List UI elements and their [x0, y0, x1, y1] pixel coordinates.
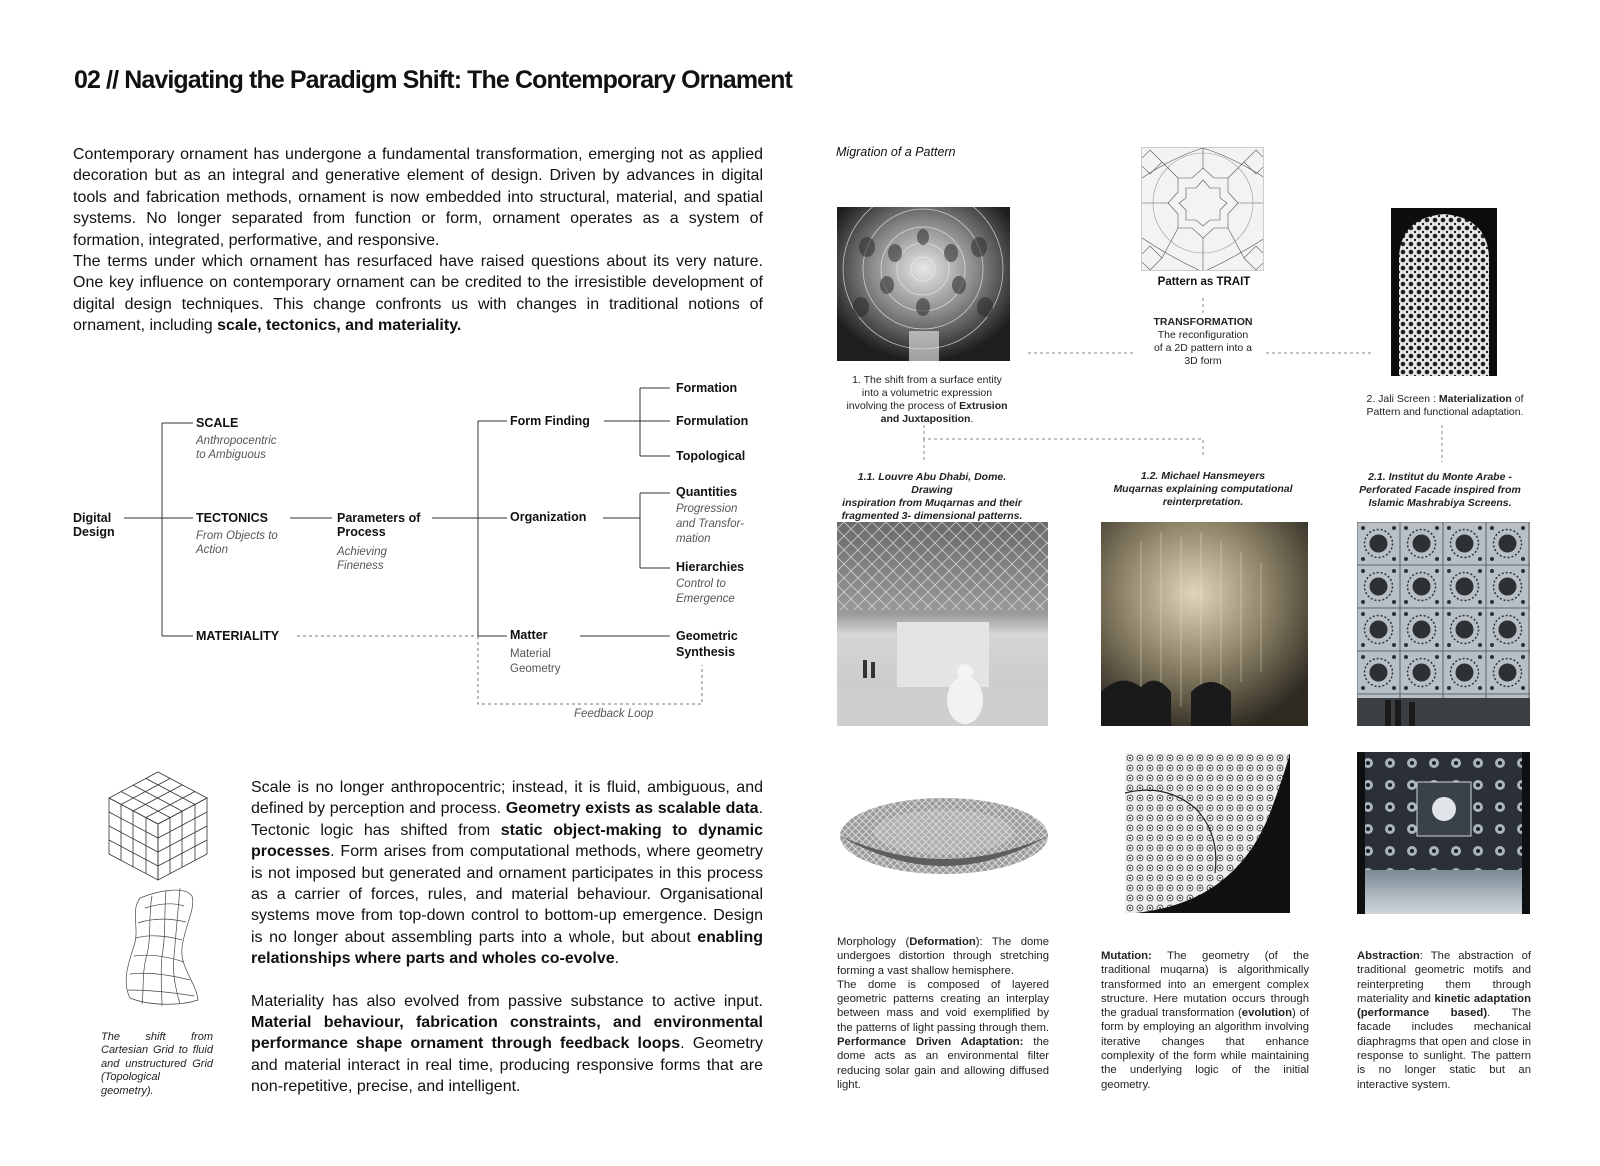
body-p1-f: enabling relationships where parts and wholes co-evolve	[251, 928, 763, 968]
transformation-line2: of a 2D pattern into a	[1153, 342, 1253, 354]
cap2-a: 2. Jali Screen :	[1366, 393, 1439, 405]
c11-line2: inspiration from Muqarnas and their	[842, 497, 1022, 509]
matter-label: Matter	[510, 628, 548, 642]
pattern-as-trait	[1144, 276, 1264, 288]
jali-screen-image	[1391, 208, 1497, 376]
hierarchies-label: Hierarchies	[676, 560, 745, 574]
transformation-line3: 3D form	[1184, 355, 1222, 367]
quantities-sub1: Progression	[676, 503, 738, 515]
c21-line3: Islamic Mashrabiya Screens.	[1368, 497, 1512, 509]
intro-p2-text: The terms under which ornament has resurfaced have raised questions about its very nature. One key influence on contemporary ornament can be credited to the irresistible development of digital design techniques. This change confronts us with changes in traditional notions of ornament, including	[73, 253, 763, 335]
quantities-sub2: and Transfor-	[676, 518, 744, 530]
page-title: 02 // Navigating the Paradigm Shift: The Contemporary Ornament	[74, 66, 792, 94]
cap1-bold1: Extrusion	[959, 400, 1008, 412]
tectonics-sub1: From Objects to	[196, 530, 278, 542]
trait-a: Pattern as	[1157, 276, 1217, 288]
caption-extrusion	[842, 374, 1012, 426]
abs-d: . The facade includes mechanical diaphragms that open and close in response to sunlight. The pattern is no longer static but an interactive system.	[1357, 1007, 1532, 1091]
body-p1-g: .	[614, 950, 620, 968]
c12-line3: reinterpretation.	[1162, 496, 1244, 508]
morph-d: The dome is composed of layered geometric patterns creating an interplay between mass and void exemplified by the patterns of light passing through them.	[837, 978, 1049, 1034]
c11-line3: fragmented 3- dimensional patterns.	[841, 510, 1023, 522]
mut-d: ) of form by employing an algorithm involving iterative changes that enhance complexity of the form while maintaining the underlying logic of the initial geometry.	[1101, 1007, 1309, 1091]
geometric-line1: Geometric	[676, 629, 738, 643]
parameters-sub1: Achieving	[337, 546, 387, 558]
scale-sub1: Anthropocentric	[196, 435, 277, 447]
morph-c: ): The dome undergoes distortion through stretching forming a vast shallow hemisphere.	[837, 936, 1050, 977]
diagram-organization: Organization	[510, 510, 587, 524]
diagram-matter	[510, 628, 561, 677]
quantities-sub3: mation	[676, 533, 711, 545]
cap2-c: of	[1511, 393, 1524, 405]
cap2-line2: Pattern and functional adaptation.	[1366, 406, 1524, 418]
caption-jali	[1352, 393, 1538, 419]
hierarchies-sub2: Emergence	[676, 593, 735, 605]
parameters-sub2: Fineness	[337, 560, 384, 572]
intro-paragraph-1: Contemporary ornament has undergone a fundamental transformation, emerging not as applied decoration but as an integral and generative element of design. Driven by advances in digital tools and fabrication methods, ornament is now embedded into structural, material, and spatial systems. No longer separated from function or form, ornament operates as a system of formation, integrated, performative, and responsive.	[73, 146, 763, 249]
grid-caption: The shift from Cartesian Grid to fluid and unstructured Grid (Topological geometry).	[101, 1031, 213, 1097]
abstraction-description	[1357, 949, 1531, 1092]
c11-line1: 1.1. Louvre Abu Dhabi, Dome. Drawing	[857, 471, 1007, 496]
mut-a: Mutation:	[1101, 950, 1152, 962]
matter-sub2: Geometry	[510, 663, 561, 675]
scale-label: SCALE	[196, 416, 239, 430]
cap1-line3: involving the process of	[846, 400, 960, 412]
cap1-line2: into a volumetric expression	[861, 387, 993, 399]
cartesian-grid-illustration	[100, 768, 220, 1018]
diagram-formation: Formation	[676, 381, 738, 395]
geometric-line2: Synthesis	[676, 645, 736, 659]
diagram-hierarchies	[676, 560, 744, 607]
geometric-pattern-drawing	[1141, 147, 1264, 271]
body-text	[251, 777, 763, 1098]
diagram-geometric-synthesis	[676, 628, 738, 660]
body-p2-b: Material behaviour, fabrication constraints, and environmental performance shape ornament through feedback loops	[251, 1014, 763, 1053]
caption-institut	[1345, 471, 1535, 510]
caption-louvre	[839, 471, 1025, 523]
abs-b: : The abstraction of traditional geometric motifs and reinterpreting them through materiality and	[1357, 950, 1531, 1005]
institut-interior-photo	[1357, 752, 1530, 914]
matter-sub1: Material	[510, 648, 551, 660]
tectonics-label: TECTONICS	[196, 511, 268, 525]
mutation-description	[1101, 949, 1309, 1092]
body-p1-c: . Tectonic logic has shifted from	[251, 800, 764, 839]
c12-line2: Muqarnas explaining computational	[1113, 483, 1293, 495]
body-paragraph-1	[251, 777, 763, 970]
diagram-form-finding: Form Finding	[510, 414, 590, 428]
hansmeyer-muqarnas-photo	[1101, 522, 1308, 726]
body-paragraph-2	[251, 991, 763, 1098]
abs-c: kinetic adaptation (performance based)	[1357, 992, 1531, 1020]
mut-c: evolution	[1241, 1007, 1292, 1020]
louvre-dome-photo	[837, 522, 1048, 726]
intro-p2-end: .	[456, 317, 462, 335]
mut-b: The geometry (of the traditional muqarna) is algorithmically transformed into an emergent complex structure. Here mutation occurs through the gradual transformation (	[1101, 950, 1309, 1020]
diagram-parameters	[337, 511, 420, 573]
cap1-end: .	[970, 413, 974, 425]
diagram-tectonics	[196, 511, 278, 557]
muqarnas-dome-image	[837, 207, 1010, 361]
diagram-materiality: MATERIALITY	[196, 629, 280, 643]
diagram-root	[73, 511, 115, 539]
c21-line2: Perforated Facade inspired from	[1359, 484, 1521, 496]
morph-b: Deformation	[909, 936, 976, 948]
body-p1-b: Geometry exists as scalable data	[505, 800, 759, 818]
migration-heading: Migration of a Pattern	[836, 145, 956, 159]
abs-a: Abstraction	[1357, 950, 1420, 962]
diagram-feedback-loop: Feedback Loop	[574, 708, 654, 720]
morph-e: Performance Driven Adaptation:	[837, 1036, 1024, 1049]
trait-b: TRAIT	[1216, 276, 1251, 288]
body-p2-a: Materiality has also evolved from passive substance to active input.	[251, 992, 763, 1010]
transformation-title: TRANSFORMATION	[1153, 316, 1253, 328]
diagram-formulation: Formulation	[676, 414, 749, 428]
quantities-label: Quantities	[676, 485, 738, 499]
institut-facade-photo	[1357, 522, 1530, 726]
morph-a: Morphology (	[837, 936, 910, 948]
cap1-line1: 1. The shift from a surface entity	[852, 374, 1002, 386]
morph-f: the dome acts as an environmental filter reducing solar gain and allowing diffused light.	[837, 1036, 1050, 1091]
parameters-line1: Parameters of	[337, 511, 421, 525]
morphology-description	[837, 935, 1049, 1092]
c12-line1: 1.2. Michael Hansmeyers	[1140, 470, 1266, 482]
hierarchies-sub1: Control to	[676, 578, 726, 590]
transformation-line1: The reconfiguration	[1157, 329, 1249, 341]
tectonics-sub2: Action	[196, 544, 228, 556]
transformation-block	[1136, 316, 1270, 368]
c21-line1: 2.1. Institut du Monte Arabe -	[1368, 471, 1512, 483]
diagram-scale	[196, 416, 277, 462]
body-p1-e: . Form arises from computational methods, where geometry is not imposed but generated and ornament participates in this process as a carrier of forces, rules, and material behaviour. Organisational systems move from top-down control to bottom-up emergence. Design is no longer about assembling parts into a whole, but about	[251, 843, 763, 946]
cap2-bold: Materialization	[1438, 393, 1512, 405]
dome-structure-drawing	[838, 786, 1050, 894]
intro-p2-bold: scale, tectonics, and materiality	[217, 317, 457, 335]
root-line2: Design	[73, 525, 115, 539]
caption-hansmeyer	[1105, 470, 1301, 509]
parameters-line2: Process	[337, 525, 386, 539]
diagram-quantities	[676, 485, 744, 547]
body-p1-a: Scale is no longer anthropocentric; instead, it is fluid, ambiguous, and defined by perception and process.	[251, 779, 763, 818]
scale-sub2: to Ambiguous	[196, 449, 266, 461]
mutation-pattern-drawing	[1125, 753, 1290, 913]
diagram-topological: Topological	[676, 449, 746, 463]
body-p2-c: . Geometry and material interact in real time, producing responsive forms that are non-repetitive, precise, and intelligent.	[251, 1035, 763, 1096]
root-line1: Digital	[73, 511, 112, 525]
body-p1-d: static object-making to dynamic processes	[251, 821, 763, 861]
cap1-bold2: and Juxtaposition	[880, 413, 971, 425]
